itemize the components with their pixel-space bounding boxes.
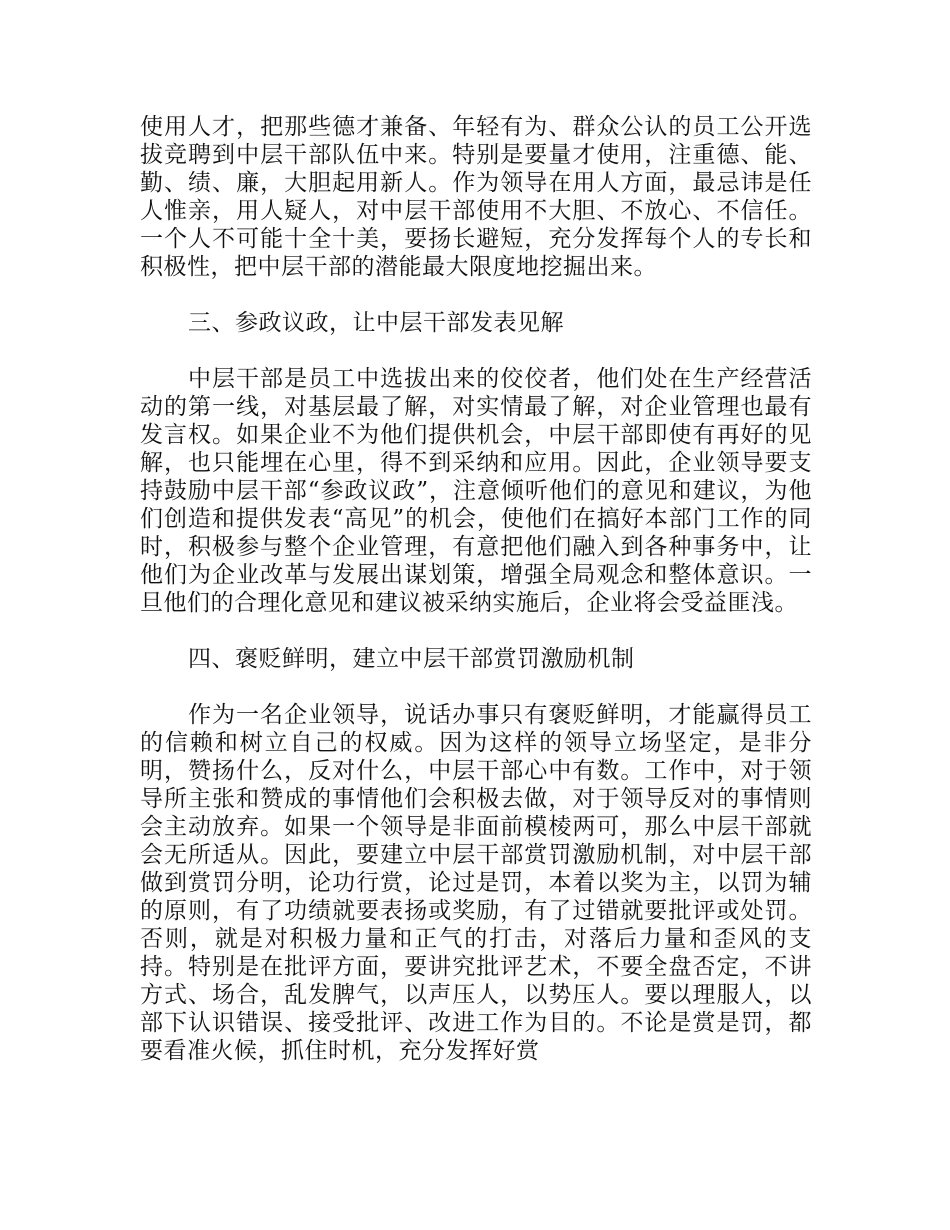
document-body [140, 113, 812, 1093]
paragraph-section-3: 中层干部是员工中选拔出来的佼佼者，他们处在生产经营活动的第一线，对基层最了解，对实情最了解，对企业管理也最有发言权。如果企业不为他们提供机会，中层干部即使有再好的见解，也只能埋在心里，得不到采纳和应用。因此，企业领导要支持鼓励中层干部“参政议政”，注意倾听他们的意见和建议，为他们创造和提供发表“高见”的机会，使他们在搞好本部门工作的同时，积极参与整个企业管理，有意把他们融入到各种事务中，让他们为企业改革与发展出谋划策，增强全局观念和整体意识。一旦他们的合理化意见和建议被采纳实施后，企业将会受益匪浅。 [140, 366, 812, 616]
paragraph-section-4: 作为一名企业领导，说话办事只有褒贬鲜明，才能赢得员工的信赖和树立自己的权威。因为这样的领导立场坚定，是非分明，赞扬什么，反对什么，中层干部心中有数。工作中，对于领导所主张和赞成的事情他们会积极去做，对于领导反对的事情则会主动放弃。如果一个领导是非面前模棱两可，那么中层干部就会无所适从。因此，要建立中层干部赏罚激励机制，对中层干部做到赏罚分明，论功行赏，论过是罚，本着以奖为主，以罚为辅的原则，有了功绩就要表扬或奖励，有了过错就要批评或处罚。否则，就是对积极力量和正气的打击，对落后力量和歪风的支持。特别是在批评方面，要讲究批评艺术，不要全盘否定，不讲方式、场合，乱发脾气，以声压人，以势压人。要以理服人，以部下认识错误、接受批评、改进工作为目的。不论是赏是罚，都要看准火候，抓住时机，充分发挥好赏 [140, 702, 812, 1064]
section-heading-4: 四、褒贬鲜明，建立中层干部赏罚激励机制 [188, 646, 635, 672]
paragraph-continued: 使用人才，把那些德才兼备、年轻有为、群众公认的员工公开选拔竞聘到中层干部队伍中来。特别是要量才使用，注重德、能、勤、绩、廉，大胆起用新人。作为领导在用人方面，最忌讳是任人惟亲，用人疑人，对中层干部使用不大胆、不放心、不信任。一个人不可能十全十美，要扬长避短，充分发挥每个人的专长和积极性，把中层干部的潜能最大限度地挖掘出来。 [140, 114, 812, 280]
section-heading-3: 三、参政议政，让中层干部发表见解 [188, 310, 564, 336]
